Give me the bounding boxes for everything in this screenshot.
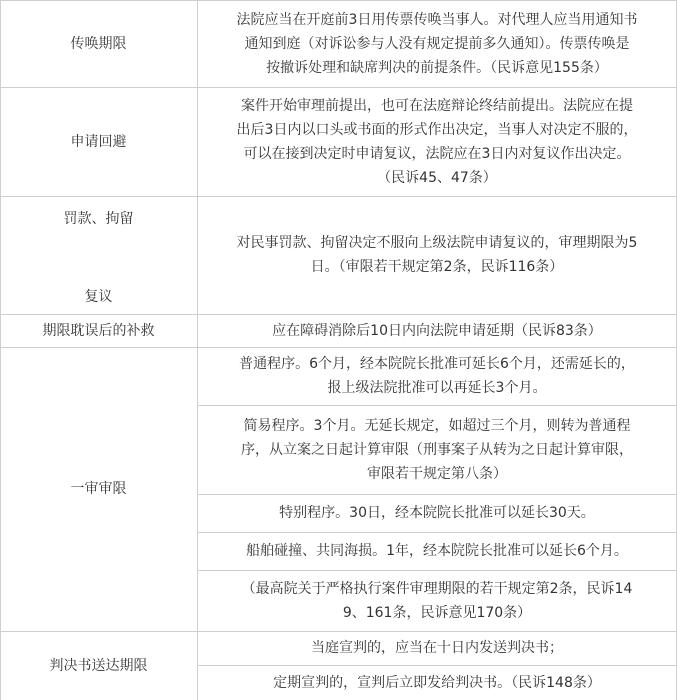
content-line: 案件开始审理前提出，也可在法庭辩论终结前提出。法院应在提 <box>241 97 633 114</box>
content-line: （民诉45、47条） <box>377 169 497 186</box>
row-content-recusal <box>197 87 677 196</box>
row-content-delay <box>197 314 677 347</box>
content-line: 通知到庭（对诉讼参与人没有规定提前多久通知）。传票传唤是 <box>244 35 630 52</box>
row-label-first-instance: 一审审限 <box>70 481 127 497</box>
first-instance-simple <box>197 405 677 494</box>
content-line: 报上级法院批准可以再延长3个月。 <box>327 380 547 396</box>
row-label-fine-top: 罚款、拘留 <box>63 211 134 227</box>
first-instance-reference <box>197 570 677 631</box>
first-instance-special <box>197 494 677 532</box>
content-line: 对民事罚款、拘留决定不服向上级法院申请复议的，审理期限为5 <box>236 235 638 251</box>
row-content-summons <box>197 0 677 87</box>
content-line: 普通程序。6个月，经本院院长批准可延长6个月，还需延长的， <box>239 356 635 372</box>
content-line: 可以在接到决定时申请复议，法院应在3日内对复议作出决定。 <box>243 145 631 162</box>
judgment-scheduled <box>197 665 677 700</box>
row-label-fine <box>0 196 197 314</box>
judgment-in-court <box>197 631 677 665</box>
content-line: 当庭宣判的，应当在十日内发送判决书； <box>311 640 563 656</box>
content-line: 特别程序。30日，经本院院长批准可以延长30天。 <box>279 505 595 521</box>
content-line: 日。（审限若干规定第2条，民诉116条） <box>310 259 564 275</box>
content-line: 船舶碰撞、共同海损。1年，经本院院长批准可以延长6个月。 <box>246 543 628 559</box>
first-instance-ordinary <box>197 347 677 405</box>
content-line: 审限若干规定第八条） <box>367 465 507 482</box>
row-label-recusal: 申请回避 <box>70 133 127 150</box>
content-line: 法院应当在开庭前3日用传票传唤当事人。对代理人应当用通知书 <box>236 11 638 28</box>
row-label-judgment: 判决书送达期限 <box>49 657 148 674</box>
content-line: 序，从立案之日起计算审限（刑事案子从转为之日起计算审限， <box>241 441 633 458</box>
content-line: 出后3日内以口头或书面的形式作出决定，当事人对决定不服的， <box>236 121 638 138</box>
content-line: 9、161条，民诉意见170条） <box>342 604 532 621</box>
content-line: 定期宣判的，宣判后立即发给判决书。（民诉148条） <box>273 674 601 691</box>
row-label-delay: 期限耽误后的补救 <box>42 322 155 339</box>
content-line: 简易程序。3个月。无延长规定，如超过三个月，则转为普通程 <box>243 417 631 434</box>
first-instance-maritime <box>197 532 677 570</box>
row-label-fine-bottom: 复议 <box>84 289 113 305</box>
content-line: 按撤诉处理和缺席判决的前提条件。（民诉意见155条） <box>266 59 608 76</box>
row-content-fine <box>197 196 677 314</box>
content-line: 应在障碍消除后10日内向法院申请延期（民诉83条） <box>272 322 602 339</box>
content-line: （最高院关于严格执行案件审理期限的若干规定第2条，民诉14 <box>241 580 633 597</box>
row-label-summons: 传唤期限 <box>70 35 127 52</box>
